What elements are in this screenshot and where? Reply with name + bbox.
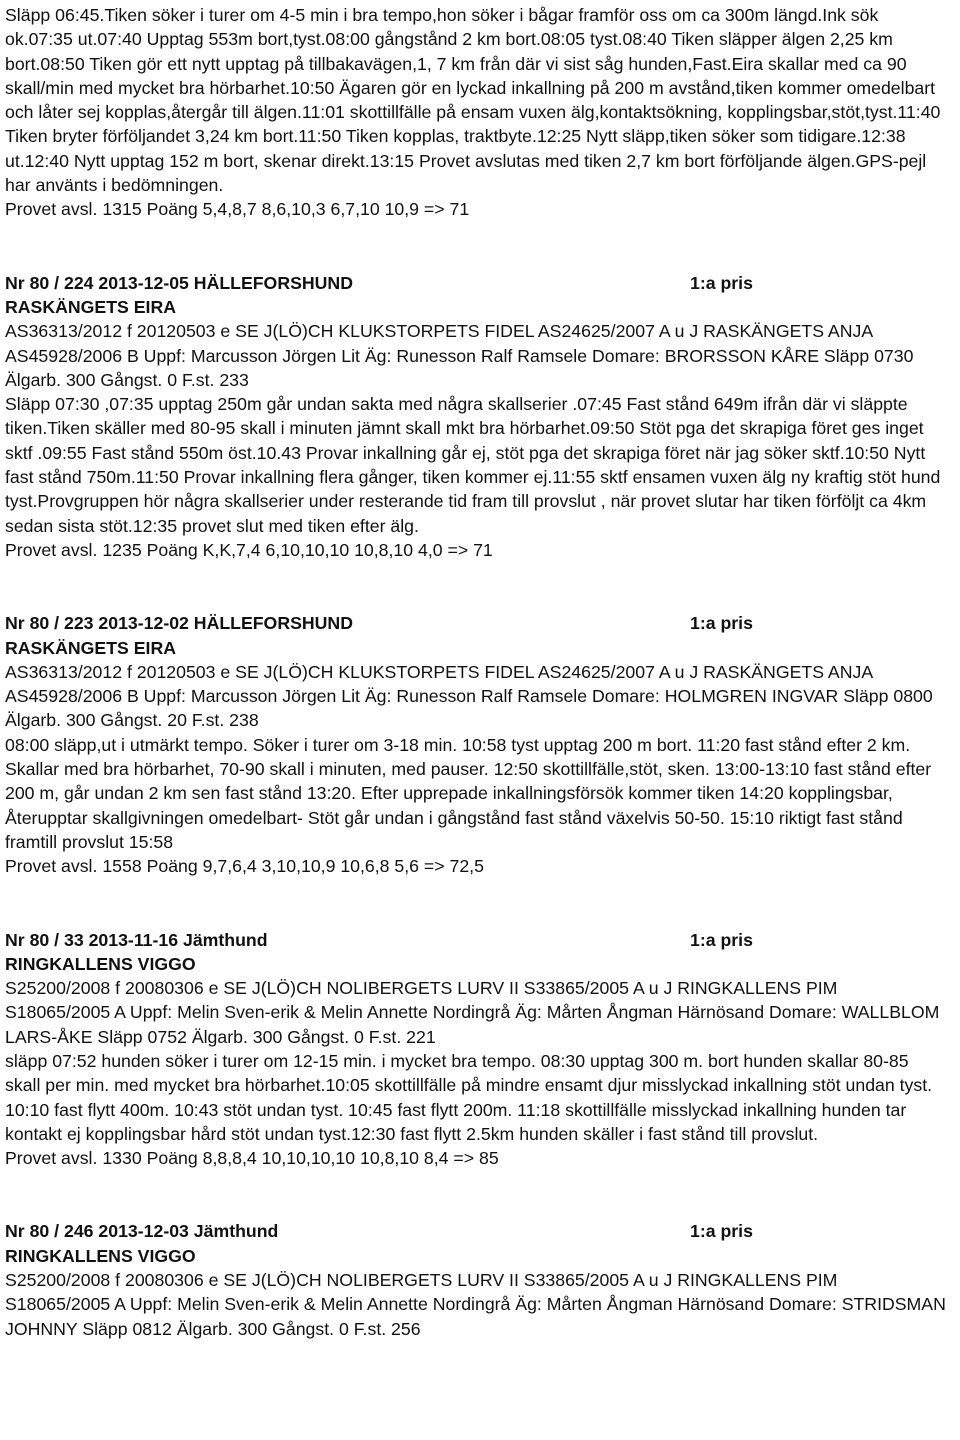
entry-pedigree: S25200/2008 f 20080306 e SE J(LÖ)CH NOLIBERGETS LURV II S33865/2005 A u J RINGKALLENS PIM S18065/2005 A Uppf: Melin Sven-erik & Melin Annette Nordingrå Äg: Mårten Ångman Härnösand Domare: WALLBLOM LARS-ÅKE Släpp 0752 Älgarb. 300 Gångst. 0 F.st. 221 — [5, 978, 940, 1047]
entry-header — [5, 1219, 946, 1243]
entry-header — [5, 271, 946, 295]
entry-title: Nr 80 / 224 2013-12-05 HÄLLEFORSHUND — [5, 272, 353, 293]
trial-entry-3 — [5, 928, 946, 1171]
entry-prize: 1:a pris — [690, 613, 753, 634]
entry-result: Provet avsl. 1235 Poäng K,K,7,4 6,10,10,10 10,8,10 4,0 => 71 — [5, 539, 493, 560]
entry-prize: 1:a pris — [690, 272, 753, 293]
entry-title: Nr 80 / 33 2013-11-16 Jämthund — [5, 929, 268, 950]
entry-description: släpp 07:52 hunden söker i turer om 12-15 min. i mycket bra tempo. 08:30 upptag 300 m. bort hunden skallar 80-85 skall per min. med mycket bra hörbarhet.10:05 skottillfälle på mindre ensamt djur misslyckad inkallning stöt undan tyst. 10:10 fast flytt 400m. 10:43 stöt undan tyst. 10:45 fast flytt 200m. 11:18 skottillfälle misslyckad inkallning hunden tar kontakt ej kopplingsbar hård stöt undan tyst.12:30 fast flytt 2.5km hunden skäller i fast stånd till provslut. — [5, 1050, 933, 1144]
dog-name: RINGKALLENS VIGGO — [5, 1245, 196, 1266]
entry-header — [5, 611, 946, 635]
entry-description: Släpp 07:30 ,07:35 upptag 250m går undan sakta med några skallserier .07:45 Fast stånd 649m ifrån där vi släppte tiken.Tiken skäller med 80-95 skall i minuten jämnt skall mkt bra hörbarhet.09:50 Stöt pga det skrapiga föret ges inget sktf .09:55 Fast stånd 550m öst.10.43 Provar inkallning går ej, stöt pga det skrapiga föret när jag söker sktf.10:50 Nytt fast stånd 750m.11:50 Provar inkallning flera gånger, tiken kommer ej.11:55 sktf ensamen vuxen älg ny kraftig stöt hund tyst.Provgruppen hör några skallserier under resterande tid fram till provslut , när provet slutar har tiken förföljt ca 4km sedan sista stöt.12:35 provet slut med tiken efter älg. — [5, 394, 941, 536]
dog-name: RINGKALLENS VIGGO — [5, 953, 196, 974]
entry-title: Nr 80 / 223 2013-12-02 HÄLLEFORSHUND — [5, 613, 353, 634]
entry-title: Nr 80 / 246 2013-12-03 Jämthund — [5, 1221, 279, 1242]
entry-result: Provet avsl. 1558 Poäng 9,7,6,4 3,10,10,9 10,6,8 5,6 => 72,5 — [5, 856, 484, 877]
trial-entry-1 — [5, 271, 946, 563]
entry-description: 08:00 släpp,ut i utmärkt tempo. Söker i turer om 3-18 min. 10:58 tyst upptag 200 m bort. 11:20 fast stånd efter 2 km. Skallar med bra hörbarhet, 70-90 skall i minuten, med pauser. 12:50 skottillfälle,stöt, sken. 13:00-13:10 fast stånd efter 200 m, går undan 2 km sen fast stånd 13:20. Efter upprepade inkallningsförsök kommer tiken 14:20 kopplingsbar, Återupptar skallgivningen omedelbart- Stöt går undan i gångstånd fast stånd växelvis 50-50. 15:10 riktigt fast stånd framtill provslut 15:58 — [5, 734, 932, 852]
trial-entry-2 — [5, 611, 946, 878]
entry-header — [5, 928, 946, 952]
trial-entry-4 — [5, 1219, 946, 1340]
intro-result: Provet avsl. 1315 Poäng 5,4,8,7 8,6,10,3 6,7,10 10,9 => 71 — [5, 199, 470, 220]
entry-pedigree: S25200/2008 f 20080306 e SE J(LÖ)CH NOLIBERGETS LURV II S33865/2005 A u J RINGKALLENS PIM S18065/2005 A Uppf: Melin Sven-erik & Melin Annette Nordingrå Äg: Mårten Ångman Härnösand Domare: STRIDSMAN JOHNNY Släpp 0812 Älgarb. 300 Gångst. 0 F.st. 256 — [5, 1270, 946, 1339]
entry-prize: 1:a pris — [690, 929, 753, 950]
entry-pedigree: AS36313/2012 f 20120503 e SE J(LÖ)CH KLUKSTORPETS FIDEL AS24625/2007 A u J RASKÄNGETS ANJA AS45928/2006 B Uppf: Marcusson Jörgen Lit Äg: Runesson Ralf Ramsele Domare: HOLMGREN INGVAR Släpp 0800 Älgarb. 300 Gångst. 20 F.st. 238 — [5, 661, 933, 731]
intro-text: Släpp 06:45.Tiken söker i turer om 4-5 min i bra tempo,hon söker i bågar framför oss om ca 300m längd.Ink sök ok.07:35 ut.07:40 Upptag 553m bort,tyst.08:00 gångstånd 2 km bort.08:05 tyst.08:40 Tiken släpper älgen 2,25 km bort.08:50 Tiken gör ett nytt upptag på tillbakavägen,1, 7 km från där vi sist såg hunden,Fast.Eira skallar med ca 90 skall/min med mycket bra hörbarhet.10:50 Ägaren gör en lyckad inkallning på 200 m avstånd,tiken kommer omedelbart och låter sej kopplas,återgår till älgen.11:01 skottillfälle på ensam vuxen älg,kontaktsökning, kopplingsbar,stöt,tyst.11:40 Tiken bryter förföljandet 3,24 km bort.11:50 Tiken kopplas, traktbyte.12:25 Nytt släpp,tiken söker som tidigare.12:38 ut.12:40 Nytt upptag 152 m bort, skenar direkt.13:15 Provet avslutas med tiken 2,7 km bort förföljande älgen.GPS-pejl har använts i bedömningen. — [5, 5, 941, 196]
entry-prize: 1:a pris — [690, 1221, 753, 1242]
dog-name: RASKÄNGETS EIRA — [5, 637, 176, 658]
entry-result: Provet avsl. 1330 Poäng 8,8,8,4 10,10,10,10 10,8,10 8,4 => 85 — [5, 1148, 499, 1169]
dog-name: RASKÄNGETS EIRA — [5, 296, 176, 317]
entry-pedigree: AS36313/2012 f 20120503 e SE J(LÖ)CH KLUKSTORPETS FIDEL AS24625/2007 A u J RASKÄNGETS ANJA AS45928/2006 B Uppf: Marcusson Jörgen Lit Äg: Runesson Ralf Ramsele Domare: BRORSSON KÅRE Släpp 0730 Älgarb. 300 Gångst. 0 F.st. 233 — [5, 321, 914, 390]
